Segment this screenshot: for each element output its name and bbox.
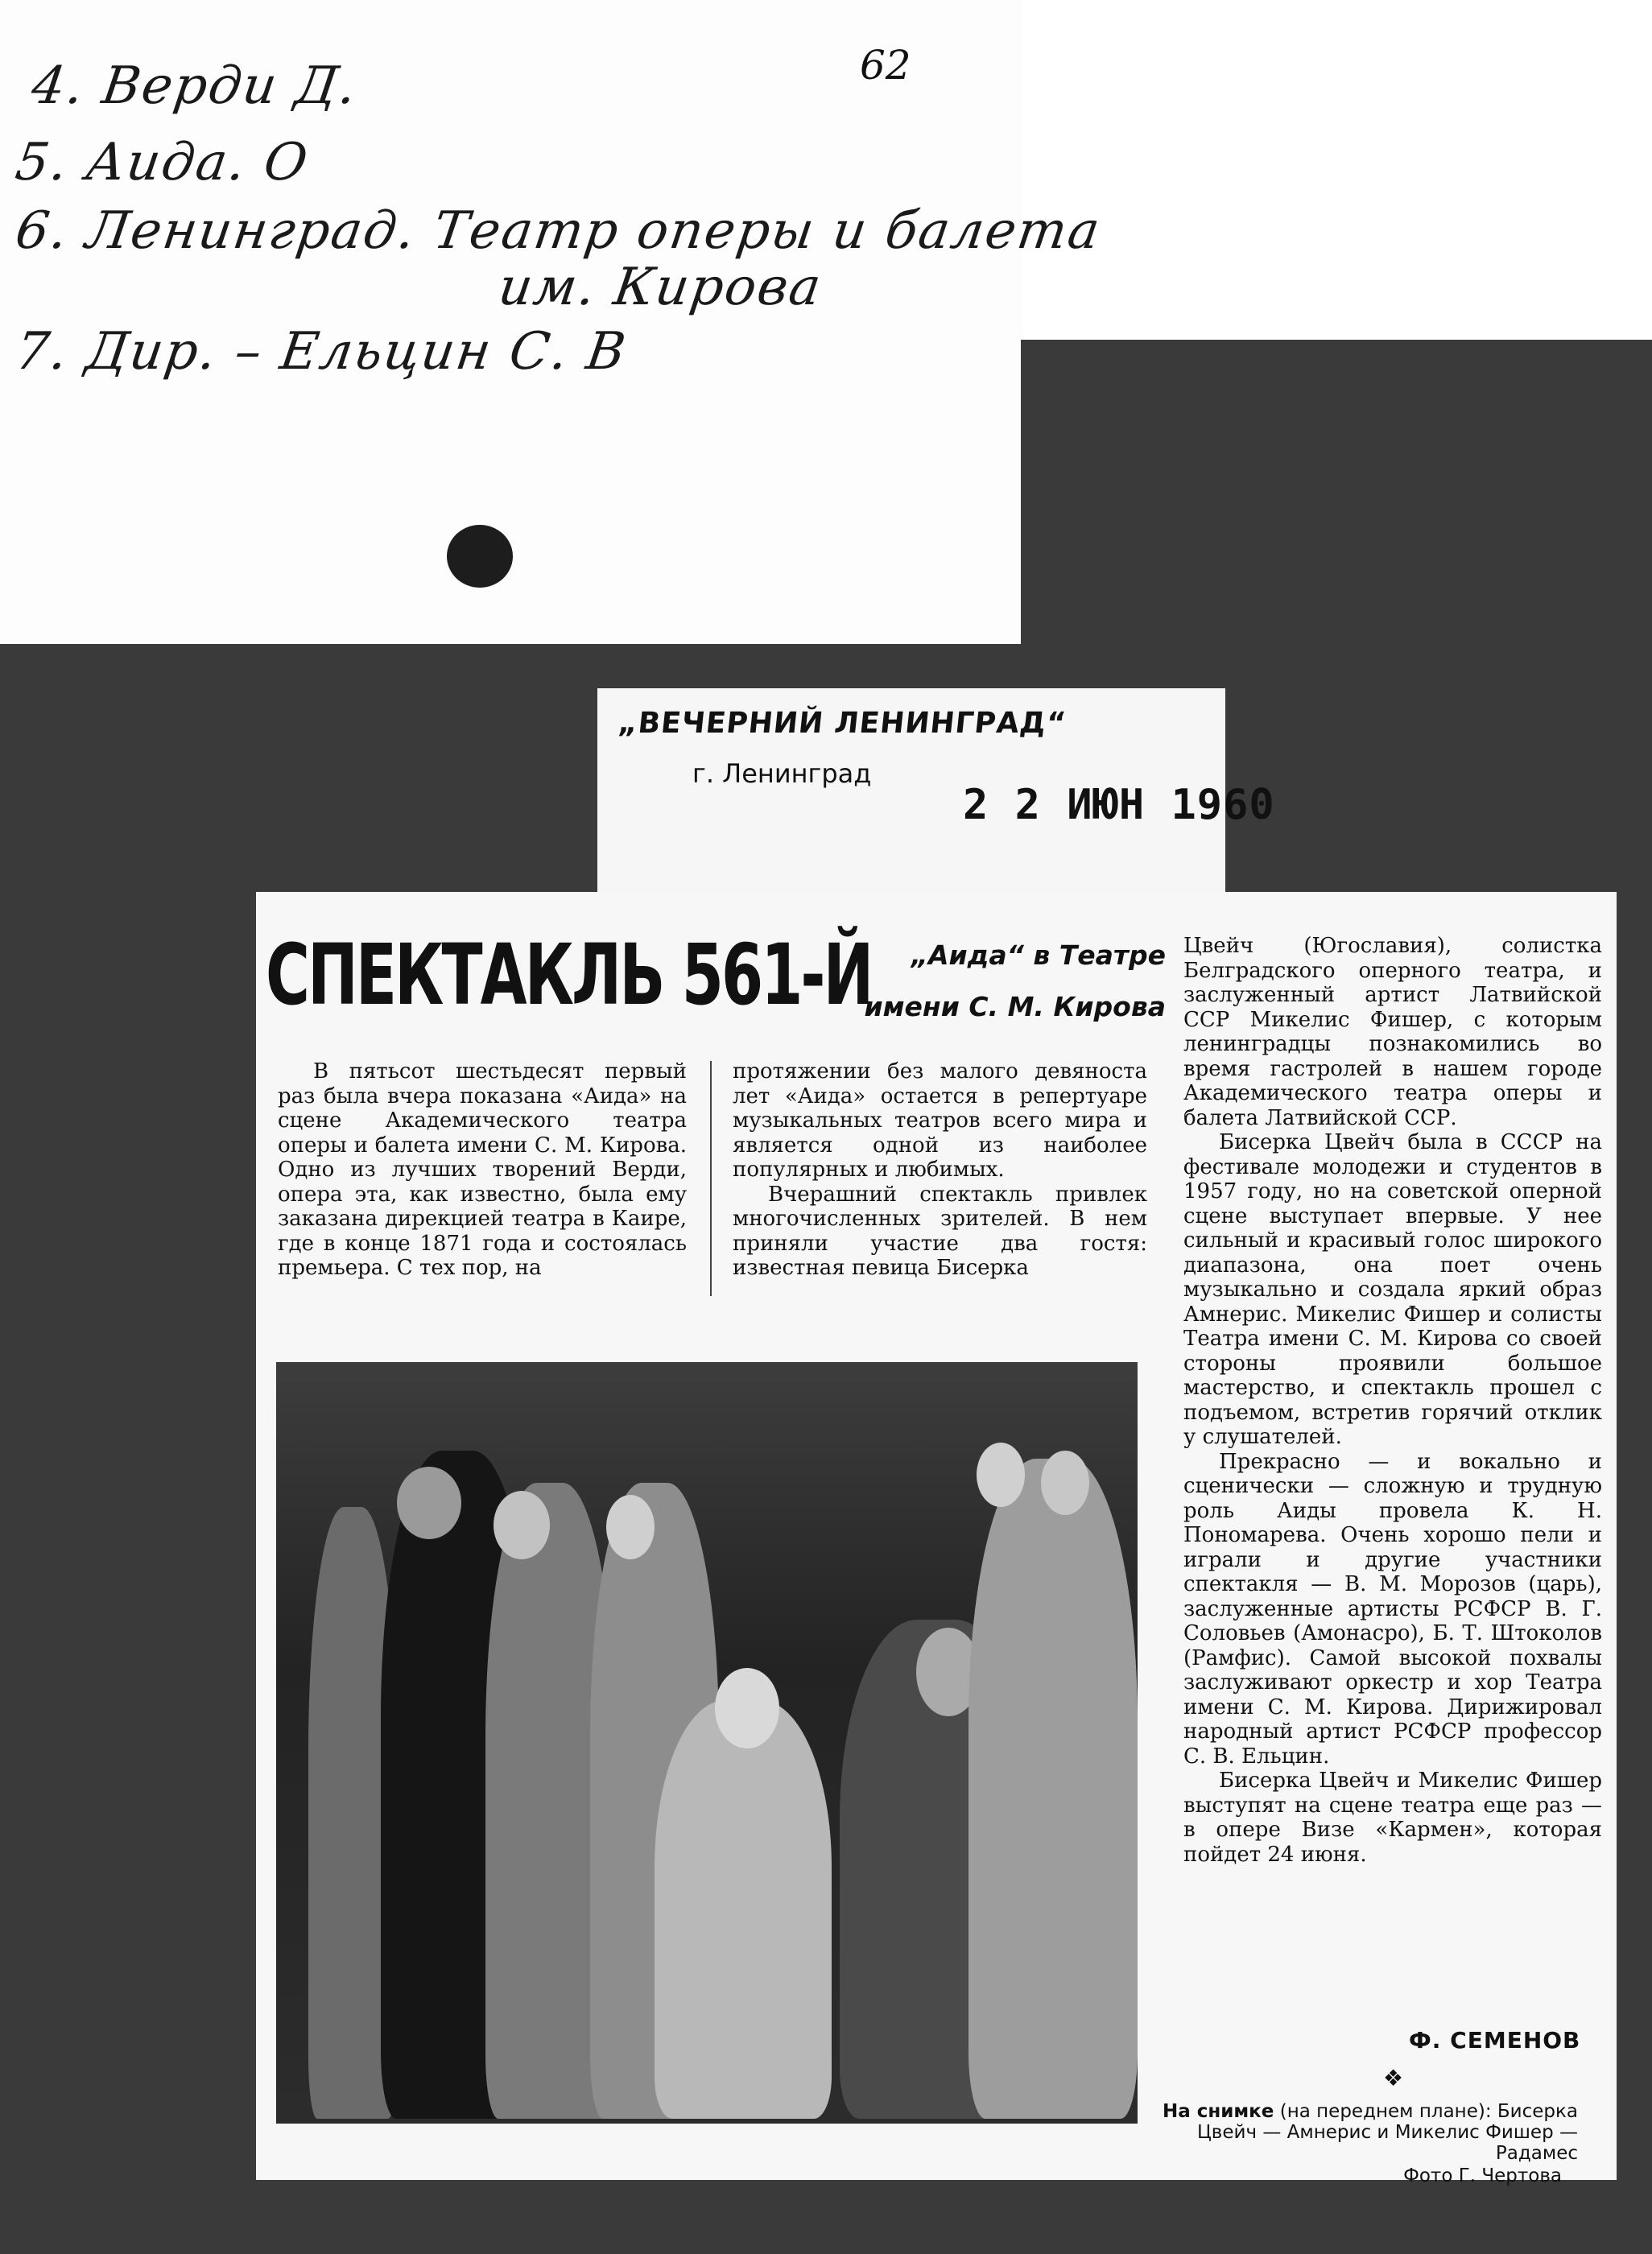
note-conductor: 7. Дир. – Ельцин С. В <box>11 322 631 382</box>
paragraph: Прекрасно — и вокально и сценически — сложную и трудную роль Аиды провела К. Н. Пономарева. Очень хорошо пели и играли и другие участники спектакля — В. М. Морозов (царь), заслуженные артисты РСФСР В. Г. Соловьев (Амонасро), Б. Т. Штоколов (Рамфис). Самой высокой похвалы заслуживают оркестр и хор Театра имени С. М. Кирова. Дирижировал народный артист РСФСР профессор С. В. Ельцин. <box>1183 1449 1602 1769</box>
caption-lead: На снимке <box>1162 2101 1274 2122</box>
caption-text: (на переднем плане): Бисерка Цвейч — Амнерис и Микелис Фишер — Радамес <box>1196 2101 1578 2164</box>
photo-figure-chorus <box>968 1459 1138 2119</box>
photo-face <box>715 1668 779 1748</box>
photo-credit: Фото Г. Чертова <box>1403 2165 1562 2186</box>
newspaper-city: г. Ленинград <box>692 758 872 789</box>
photo-caption <box>1159 2101 1578 2164</box>
subhead-line-2: имени С. М. Кирова <box>864 991 1166 1022</box>
punch-hole <box>447 525 513 588</box>
note-theatre-name: им. Кирова <box>494 258 826 317</box>
subhead-line-1: „Аида“ в Театре <box>911 939 1166 971</box>
stage-photo <box>276 1362 1138 2124</box>
paragraph: В пятьсот шестьдесят первый раз была вчера показана «Аида» на сцене Академического театра оперы и балета имени С. М. Кирова. Одно из лучших творений Верди, опера эта, как известно, была ему заказана дирекцией театра в Каире, где в конце 1871 года и состоялась премьера. С тех пор, на <box>278 1059 687 1280</box>
article-column-1 <box>278 1059 687 1281</box>
ornament: ❖ <box>1383 2065 1404 2091</box>
photo-face <box>606 1495 655 1559</box>
paragraph: Вчерашний спектакль привлек многочисленных зрителей. В нем приняли участие два гостя: известная певица Бисерка <box>733 1182 1147 1280</box>
article-headline: СПЕКТАКЛЬ 561-Й <box>266 926 872 1024</box>
note-composer: 4. Верди Д. <box>27 56 361 116</box>
newspaper-masthead: „ВЕЧЕРНИЙ ЛЕНИНГРАД“ <box>616 707 1068 740</box>
paragraph: протяжении без малого девяноста лет «Аида» остается в репертуаре музыкальных театров всего мира и является одной из наиболее популярных и любимых. <box>733 1059 1147 1182</box>
photo-face <box>1041 1451 1089 1515</box>
note-opera: 5. Аида. О <box>11 133 313 192</box>
photo-face <box>397 1467 461 1539</box>
photo-face <box>977 1443 1025 1507</box>
note-theatre: 6. Ленинград. Театр оперы и балета <box>11 201 1105 261</box>
article-author: Ф. СЕМЕНОВ <box>1409 2027 1581 2054</box>
article-column-3 <box>1183 934 1602 1867</box>
column-rule <box>710 1061 712 1296</box>
article-subhead <box>860 930 1166 1033</box>
date-stamp: 2 2 ИЮН 1960 <box>963 781 1275 829</box>
paragraph: Бисерка Цвейч была в СССР на фестивале молодежи и студентов в 1957 году, но на советской оперной сцене выступает впервые. У нее сильный и красивый голос широкого диапазона, она поет очень музыкально и создала яркий образ Амнерис. Микелис Фишер и солисты Театра имени С. М. Кирова со своей стороны проявили большое мастерство, и спектакль прошел с подъемом, встретив горячий отклик у слушателей. <box>1183 1130 1602 1449</box>
paragraph: Бисерка Цвейч и Микелис Фишер выступят на сцене театра еще раз — в опере Визе «Кармен», которая пойдет 24 июня. <box>1183 1769 1602 1867</box>
paragraph: Цвейч (Югославия), солистка Белградского оперного театра, и заслуженный артист Латвийской ССР Микелис Фишер, с которым ленинградцы познакомились во время гастролей в нашем городе Академического театра оперы и балета Латвийской ССР. <box>1183 934 1602 1130</box>
article-column-2 <box>733 1059 1147 1281</box>
photo-face <box>494 1491 550 1559</box>
page-number: 62 <box>860 42 911 89</box>
photo-figure-amneris <box>655 1700 832 2119</box>
